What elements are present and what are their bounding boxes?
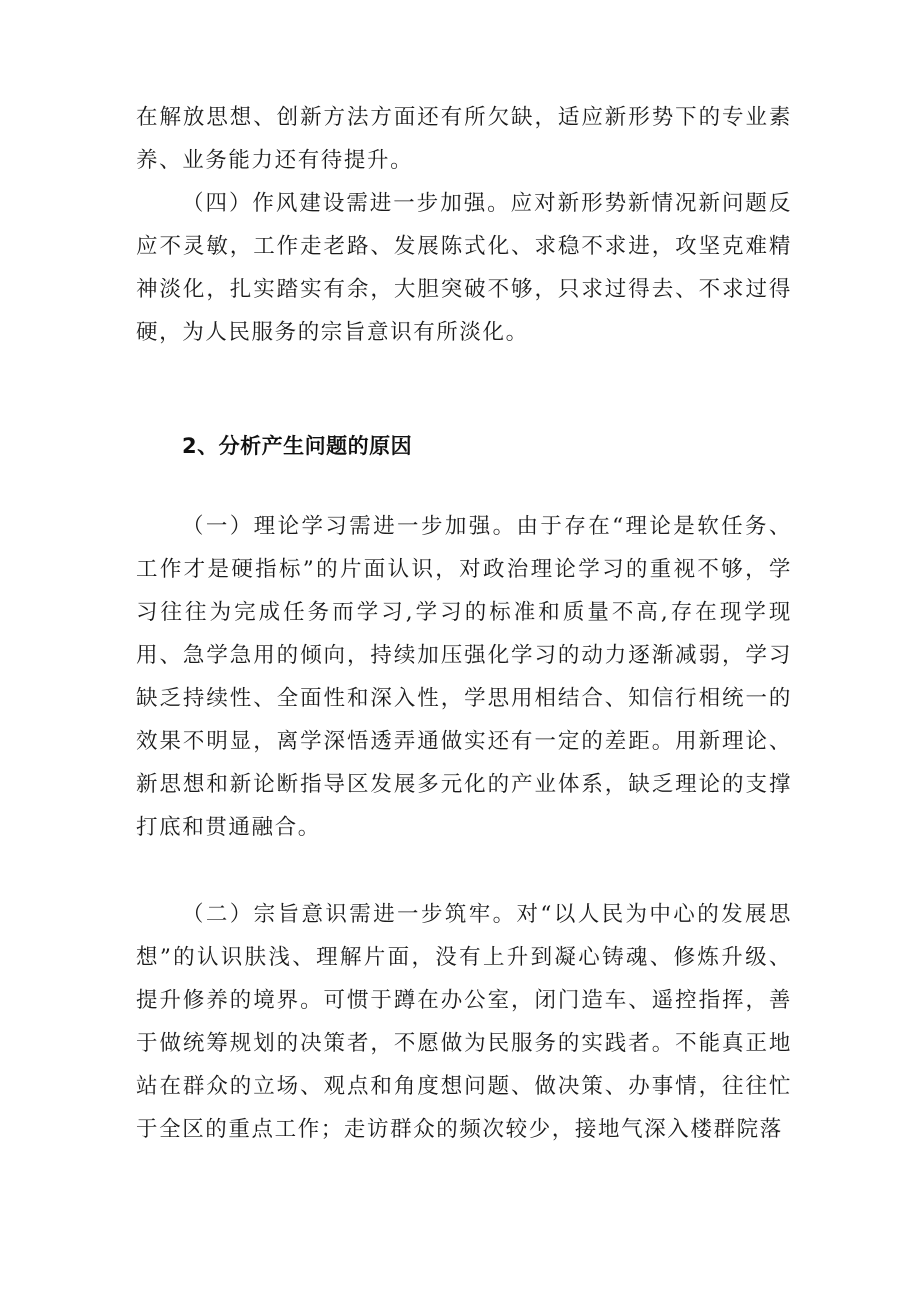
paragraph-four-work-style: （四）作风建设需进一步加强。应对新形势新情况新问题反应不灵敏，工作走老路、发展陈式化、求稳不求进，攻坚克难精神淡化，扎实踏实有余，大胆突破不够，只求过得去、不求过得硬，为人民服务的宗旨意识有所淡化。 [136,191,792,345]
paragraph-one-theory-study: （一）理论学习需进一步加强。由于存在“理论是软任务、工作才是硬指标”的片面认识，对政治理论学习的重视不够，学习往往为完成任务而学习,学习的标准和质量不高,存在现学现用、急学急用的倾向，持续加压强化学习的动力逐渐减弱，学习缺乏持续性、全面性和深入性，学思用相结合、知信行相统一的效果不明显，离学深悟透弄通做实还有一定的差距。用新理论、新思想和新论断指导区发展多元化的产业体系，缺乏理论的支撑打底和贯通融合。 [136,514,792,840]
paragraph-two-purpose-awareness: （二）宗旨意识需进一步筑牢。对“以人民为中心的发展思想”的认识肤浅、理解片面，没有上升到凝心铸魂、修炼升级、提升修养的境界。可惯于蹲在办公室，闭门造车、遥控指挥，善于做统筹规划的决策者，不愿做为民服务的实践者。不能真正地站在群众的立场、观点和角度想问题、做决策、办事情，往往忙于全区的重点工作；走访群众的频次较少，接地气深入楼群院落 [136,902,792,1142]
section-heading: 2、分析产生问题的原因 [182,434,413,458]
paragraph-continuation: 在解放思想、创新方法方面还有所欠缺，适应新形势下的专业素养、业务能力还有待提升。 [136,105,792,173]
